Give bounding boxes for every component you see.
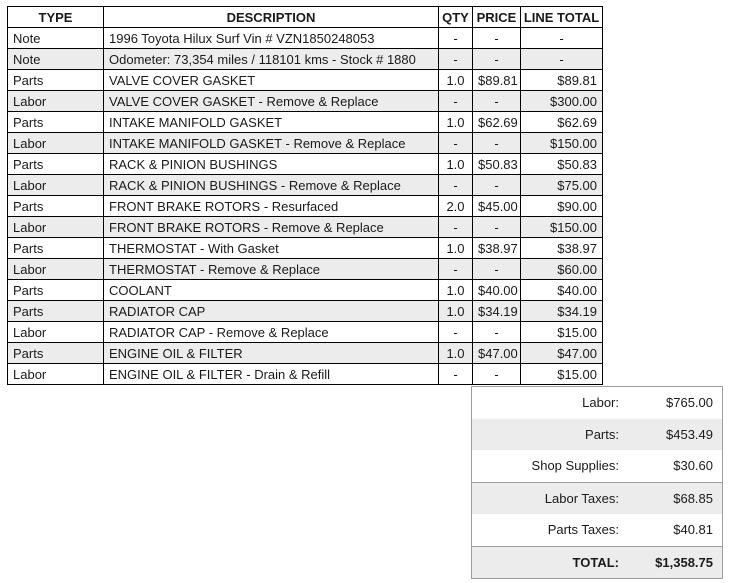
cell-description: FRONT BRAKE ROTORS - Resurfaced bbox=[104, 196, 439, 217]
summary-value: $453.49 bbox=[666, 426, 713, 442]
cell-line-total: $15.00 bbox=[521, 322, 603, 343]
table-row bbox=[8, 175, 603, 196]
cell-description: INTAKE MANIFOLD GASKET - Remove & Replace bbox=[104, 133, 439, 154]
table-row bbox=[8, 154, 603, 175]
cell-line-total: $38.97 bbox=[521, 238, 603, 259]
table-row bbox=[8, 217, 603, 238]
table-row bbox=[8, 238, 603, 259]
cell-type: Parts bbox=[8, 343, 104, 364]
cell-qty: 1.0 bbox=[439, 154, 473, 175]
summary-label: Parts: bbox=[585, 426, 619, 442]
cell-type: Parts bbox=[8, 301, 104, 322]
summary-row bbox=[472, 419, 722, 451]
column-header-line-total: LINE TOTAL bbox=[521, 7, 603, 28]
table-row bbox=[8, 280, 603, 301]
cell-type: Parts bbox=[8, 238, 104, 259]
cell-qty: 1.0 bbox=[439, 280, 473, 301]
cell-price: - bbox=[473, 91, 521, 112]
cell-description: Odometer: 73,354 miles / 118101 kms - Stock # 1880 bbox=[104, 49, 439, 70]
column-header-qty: QTY bbox=[439, 7, 473, 28]
table-row bbox=[8, 196, 603, 217]
cell-price: $38.97 bbox=[473, 238, 521, 259]
cell-price: - bbox=[473, 322, 521, 343]
cell-description: THERMOSTAT - With Gasket bbox=[104, 238, 439, 259]
cell-type: Labor bbox=[8, 259, 104, 280]
cell-price: $34.19 bbox=[473, 301, 521, 322]
column-header-price: PRICE bbox=[473, 7, 521, 28]
cell-price: - bbox=[473, 175, 521, 196]
cell-price: $45.00 bbox=[473, 196, 521, 217]
cell-qty: - bbox=[439, 49, 473, 70]
cell-price: - bbox=[473, 133, 521, 154]
cell-price: - bbox=[473, 259, 521, 280]
cell-qty: 1.0 bbox=[439, 301, 473, 322]
cell-qty: - bbox=[439, 28, 473, 49]
cell-line-total: $150.00 bbox=[521, 217, 603, 238]
cell-description: VALVE COVER GASKET bbox=[104, 70, 439, 91]
table-row bbox=[8, 259, 603, 280]
cell-qty: - bbox=[439, 322, 473, 343]
summary-value: $68.85 bbox=[673, 490, 713, 506]
cell-description: RACK & PINION BUSHINGS - Remove & Replace bbox=[104, 175, 439, 196]
cell-description: RACK & PINION BUSHINGS bbox=[104, 154, 439, 175]
cell-price: - bbox=[473, 49, 521, 70]
cell-price: $40.00 bbox=[473, 280, 521, 301]
column-header-description: DESCRIPTION bbox=[104, 7, 439, 28]
table-row bbox=[8, 70, 603, 91]
invoice-summary bbox=[471, 386, 723, 579]
summary-label: Parts Taxes: bbox=[547, 522, 619, 538]
cell-price: $89.81 bbox=[473, 70, 521, 91]
cell-line-total: $50.83 bbox=[521, 154, 603, 175]
table-row bbox=[8, 133, 603, 154]
cell-price: - bbox=[473, 217, 521, 238]
cell-line-total: $75.00 bbox=[521, 175, 603, 196]
table-row bbox=[8, 91, 603, 112]
table-row bbox=[8, 49, 603, 70]
table-row bbox=[8, 343, 603, 364]
cell-type: Labor bbox=[8, 91, 104, 112]
cell-type: Parts bbox=[8, 70, 104, 91]
cell-type: Parts bbox=[8, 154, 104, 175]
cell-line-total: $62.69 bbox=[521, 112, 603, 133]
cell-price: $47.00 bbox=[473, 343, 521, 364]
cell-qty: 1.0 bbox=[439, 70, 473, 91]
cell-type: Labor bbox=[8, 133, 104, 154]
summary-label: Labor Taxes: bbox=[544, 490, 619, 506]
summary-row bbox=[472, 387, 722, 419]
cell-description: RADIATOR CAP - Remove & Replace bbox=[104, 322, 439, 343]
column-header-type: TYPE bbox=[8, 7, 104, 28]
table-row bbox=[8, 364, 603, 385]
cell-line-total: $89.81 bbox=[521, 70, 603, 91]
cell-price: $62.69 bbox=[473, 112, 521, 133]
cell-qty: 1.0 bbox=[439, 238, 473, 259]
cell-qty: - bbox=[439, 259, 473, 280]
cell-qty: 1.0 bbox=[439, 343, 473, 364]
cell-description: THERMOSTAT - Remove & Replace bbox=[104, 259, 439, 280]
table-row bbox=[8, 112, 603, 133]
summary-row bbox=[472, 514, 722, 546]
cell-type: Labor bbox=[8, 175, 104, 196]
cell-price: - bbox=[473, 364, 521, 385]
cell-description: ENGINE OIL & FILTER bbox=[104, 343, 439, 364]
cell-description: VALVE COVER GASKET - Remove & Replace bbox=[104, 91, 439, 112]
cell-type: Parts bbox=[8, 112, 104, 133]
cell-type: Parts bbox=[8, 280, 104, 301]
cell-line-total: $34.19 bbox=[521, 301, 603, 322]
cell-line-total: $15.00 bbox=[521, 364, 603, 385]
cell-price: - bbox=[473, 28, 521, 49]
summary-value: $40.81 bbox=[673, 522, 713, 538]
cell-line-total: - bbox=[521, 28, 603, 49]
cell-type: Note bbox=[8, 49, 104, 70]
summary-row bbox=[472, 546, 722, 579]
summary-label: Labor: bbox=[582, 395, 619, 411]
cell-line-total: $60.00 bbox=[521, 259, 603, 280]
cell-qty: 2.0 bbox=[439, 196, 473, 217]
cell-line-total: $90.00 bbox=[521, 196, 603, 217]
cell-price: $50.83 bbox=[473, 154, 521, 175]
line-items-table bbox=[7, 6, 603, 385]
cell-qty: - bbox=[439, 364, 473, 385]
cell-line-total: $47.00 bbox=[521, 343, 603, 364]
header-row bbox=[8, 7, 603, 28]
cell-line-total: $40.00 bbox=[521, 280, 603, 301]
cell-description: FRONT BRAKE ROTORS - Remove & Replace bbox=[104, 217, 439, 238]
cell-qty: - bbox=[439, 133, 473, 154]
cell-type: Labor bbox=[8, 217, 104, 238]
cell-description: INTAKE MANIFOLD GASKET bbox=[104, 112, 439, 133]
cell-qty: - bbox=[439, 91, 473, 112]
cell-qty: - bbox=[439, 175, 473, 196]
line-items-body bbox=[8, 28, 603, 385]
cell-description: ENGINE OIL & FILTER - Drain & Refill bbox=[104, 364, 439, 385]
cell-type: Note bbox=[8, 28, 104, 49]
summary-label: Shop Supplies: bbox=[531, 458, 619, 474]
cell-description: 1996 Toyota Hilux Surf Vin # VZN1850248053 bbox=[104, 28, 439, 49]
summary-value: $30.60 bbox=[673, 458, 713, 474]
cell-description: RADIATOR CAP bbox=[104, 301, 439, 322]
cell-type: Labor bbox=[8, 322, 104, 343]
line-items-header bbox=[8, 7, 603, 28]
cell-type: Parts bbox=[8, 196, 104, 217]
cell-line-total: $150.00 bbox=[521, 133, 603, 154]
cell-type: Labor bbox=[8, 364, 104, 385]
cell-qty: - bbox=[439, 217, 473, 238]
table-row bbox=[8, 28, 603, 49]
table-row bbox=[8, 322, 603, 343]
cell-line-total: - bbox=[521, 49, 603, 70]
summary-row bbox=[472, 450, 722, 482]
summary-row bbox=[472, 482, 722, 515]
cell-description: COOLANT bbox=[104, 280, 439, 301]
summary-value: $765.00 bbox=[666, 395, 713, 411]
summary-label: TOTAL: bbox=[572, 554, 619, 570]
cell-qty: 1.0 bbox=[439, 112, 473, 133]
summary-value: $1,358.75 bbox=[655, 554, 713, 570]
cell-line-total: $300.00 bbox=[521, 91, 603, 112]
table-row bbox=[8, 301, 603, 322]
